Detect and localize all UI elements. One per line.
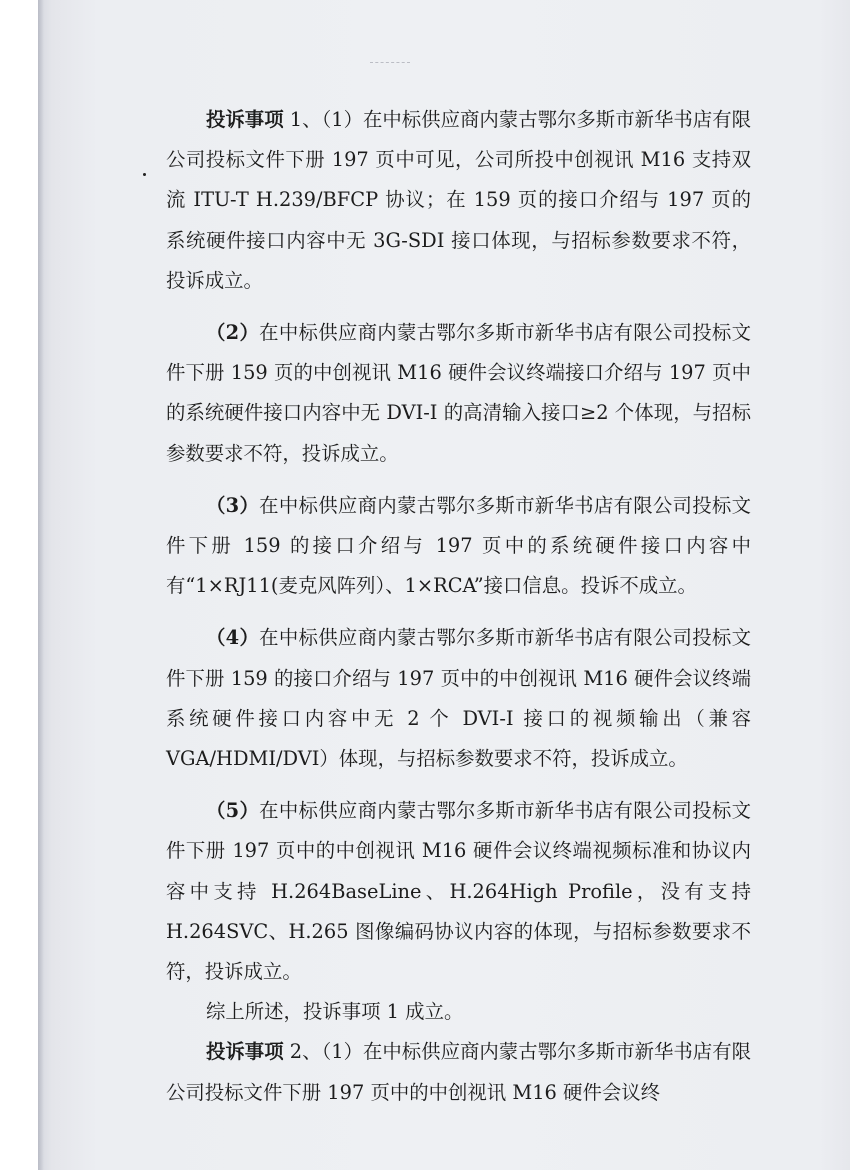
paragraph-lead: （2） xyxy=(206,321,260,345)
paragraph-lead: （3） xyxy=(206,493,260,517)
paragraph-text: 在中标供应商内蒙古鄂尔多斯市新华书店有限公司投标文件下册 159 的接口介绍与 197 页中的系统硬件接口内容中有“1×RJ11(麦克风阵列）、1×RCA”接口信息。投诉不成立。 xyxy=(166,493,752,598)
paragraph-lead: 投诉事项 xyxy=(206,1040,284,1064)
paragraph-text: 1、（1）在中标供应商内蒙古鄂尔多斯市新华书店有限公司投标文件下册 197 页中可见，公司所投中创视讯 M16 支持双流 ITU-T H.239/BFCP 协议；在 159 页的接口介绍与 197 页的系统硬件接口内容中无 3G-SDI 接口体现，与招标参数要求不符，投诉成立。 xyxy=(166,108,751,292)
paragraph-text: 综上所述，投诉事项 1 成立。 xyxy=(206,1000,464,1024)
paragraph-text: 在中标供应商内蒙古鄂尔多斯市新华书店有限公司投标文件下册 159 页的中创视讯 M16 硬件会议终端接口介绍与 197 页中的系统硬件接口内容中无 DVI-I 的高清输入接口≥2 个体现，与招标参数要求不符，投诉成立。 xyxy=(166,321,752,465)
document-body xyxy=(166,100,751,1113)
paragraph-text: 在中标供应商内蒙古鄂尔多斯市新华书店有限公司投标文件下册 197 页中的中创视讯 M16 硬件会议终端视频标准和协议内容中支持 H.264BaseLine、H.264High Profile，没有支持 H.264SVC、H.265 图像编码协议内容的体现，与招标参数要求不符，投诉成立。 xyxy=(166,799,752,984)
paragraph-complaint-1-item-3 xyxy=(166,486,751,607)
page-edge-shadow xyxy=(38,0,44,1170)
header-mark xyxy=(370,62,410,65)
paragraph-complaint-1-item-1 xyxy=(166,100,751,301)
paragraph-complaint-2-item-1 xyxy=(166,1032,751,1112)
paragraph-text: 在中标供应商内蒙古鄂尔多斯市新华书店有限公司投标文件下册 159 的接口介绍与 197 页中的中创视讯 M16 硬件会议终端系统硬件接口内容中无 2 个 DVI-I 接口的视频输出（兼容VGA/HDMI/DVI）体现，与招标参数要求不符，投诉成立。 xyxy=(166,626,752,771)
paragraph-text: 2、（1）在中标供应商内蒙古鄂尔多斯市新华书店有限公司投标文件下册 197 页中的中创视讯 M16 硬件会议终 xyxy=(166,1040,751,1104)
paragraph-lead: （4） xyxy=(206,626,260,650)
paragraph-complaint-1-item-5 xyxy=(166,791,751,992)
margin-dot xyxy=(143,173,146,176)
paragraph-complaint-1-item-2 xyxy=(166,313,751,474)
paragraph-lead: （5） xyxy=(206,799,260,823)
paragraph-lead: 投诉事项 xyxy=(206,108,284,131)
paragraph-complaint-1-item-4 xyxy=(166,618,751,779)
paragraph-summary xyxy=(166,992,751,1032)
